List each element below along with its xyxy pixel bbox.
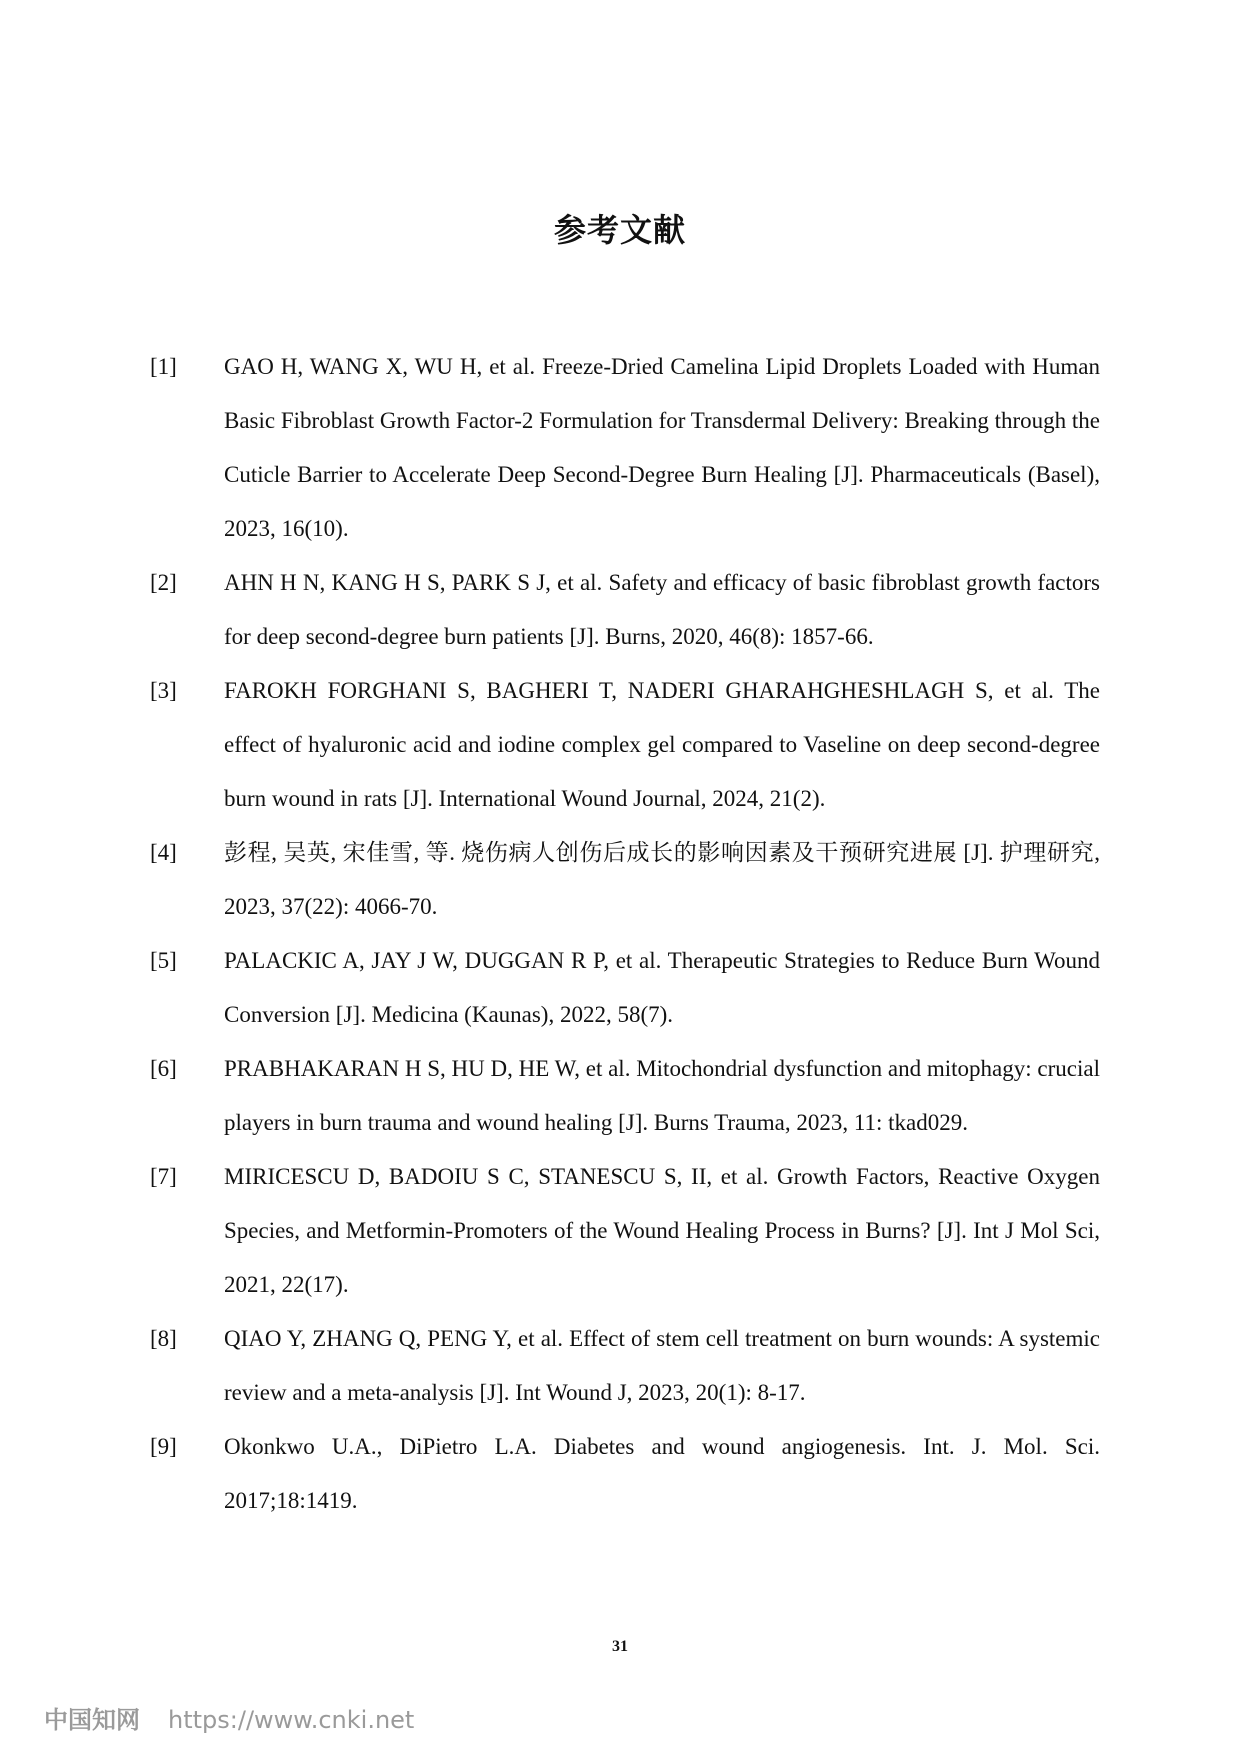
reference-text: QIAO Y, ZHANG Q, PENG Y, et al. Effect of stem cell treatment on burn wounds: A systemic review and a meta-analysis [J]. Int Wound J, 2023, 20(1): 8-17.: [224, 1326, 1100, 1405]
reference-item: [150, 1312, 1100, 1420]
page-number: 31: [612, 1638, 628, 1655]
reference-item: [150, 1042, 1100, 1150]
reference-text: PRABHAKARAN H S, HU D, HE W, et al. Mitochondrial dysfunction and mitophagy: crucial players in burn trauma and wound healing [J]. Burns Trauma, 2023, 11: tkad029.: [224, 1056, 1100, 1135]
page-title: 参考文献: [553, 211, 686, 249]
watermark-brand: 中国知网: [44, 1706, 140, 1734]
cnki-watermark: [44, 1700, 414, 1735]
reference-text: GAO H, WANG X, WU H, et al. Freeze-Dried Camelina Lipid Droplets Loaded with Human Basic Fibroblast Growth Factor-2 Formulation for Transdermal Delivery: Breaking through the Cuticle Barrier to Accelerate Deep Second-Degree Burn Healing [J]. Pharmaceuticals (Basel), 2023, 16(10).: [224, 354, 1100, 541]
reference-text: FAROKH FORGHANI S, BAGHERI T, NADERI GHARAHGHESHLAGH S, et al. The effect of hyaluronic acid and iodine complex gel compared to Vaseline on deep second-degree burn wound in rats [J]. International Wound Journal, 2024, 21(2).: [224, 678, 1100, 811]
reference-number: [3]: [150, 678, 177, 703]
reference-number: [2]: [150, 570, 177, 595]
reference-item: [150, 664, 1100, 826]
reference-text: 彭程, 吴英, 宋佳雪, 等. 烧伤病人创伤后成长的影响因素及干预研究进展 [J]. 护理研究, 2023, 37(22): 4066-70.: [224, 840, 1100, 919]
reference-item: [150, 826, 1100, 934]
reference-number: [8]: [150, 1326, 177, 1351]
reference-number: [9]: [150, 1434, 177, 1459]
reference-number: [7]: [150, 1164, 177, 1189]
reference-text: PALACKIC A, JAY J W, DUGGAN R P, et al. Therapeutic Strategies to Reduce Burn Wound Conversion [J]. Medicina (Kaunas), 2022, 58(7).: [224, 948, 1100, 1027]
reference-item: [150, 340, 1100, 556]
reference-item: [150, 934, 1100, 1042]
reference-item: [150, 1420, 1100, 1528]
watermark-url: https://www.cnki.net: [168, 1706, 415, 1734]
reference-number: [5]: [150, 948, 177, 973]
reference-text: Okonkwo U.A., DiPietro L.A. Diabetes and wound angiogenesis. Int. J. Mol. Sci. 2017;18:1419.: [224, 1434, 1100, 1513]
reference-item: [150, 556, 1100, 664]
reference-number: [4]: [150, 840, 177, 865]
reference-list: [150, 340, 1100, 1528]
reference-text: AHN H N, KANG H S, PARK S J, et al. Safety and efficacy of basic fibroblast growth factors for deep second-degree burn patients [J]. Burns, 2020, 46(8): 1857-66.: [224, 570, 1100, 649]
reference-number: [6]: [150, 1056, 177, 1081]
reference-text: MIRICESCU D, BADOIU S C, STANESCU S, II, et al. Growth Factors, Reactive Oxygen Species, and Metformin-Promoters of the Wound Healing Process in Burns? [J]. Int J Mol Sci, 2021, 22(17).: [224, 1164, 1100, 1297]
reference-number: [1]: [150, 354, 177, 379]
reference-item: [150, 1150, 1100, 1312]
